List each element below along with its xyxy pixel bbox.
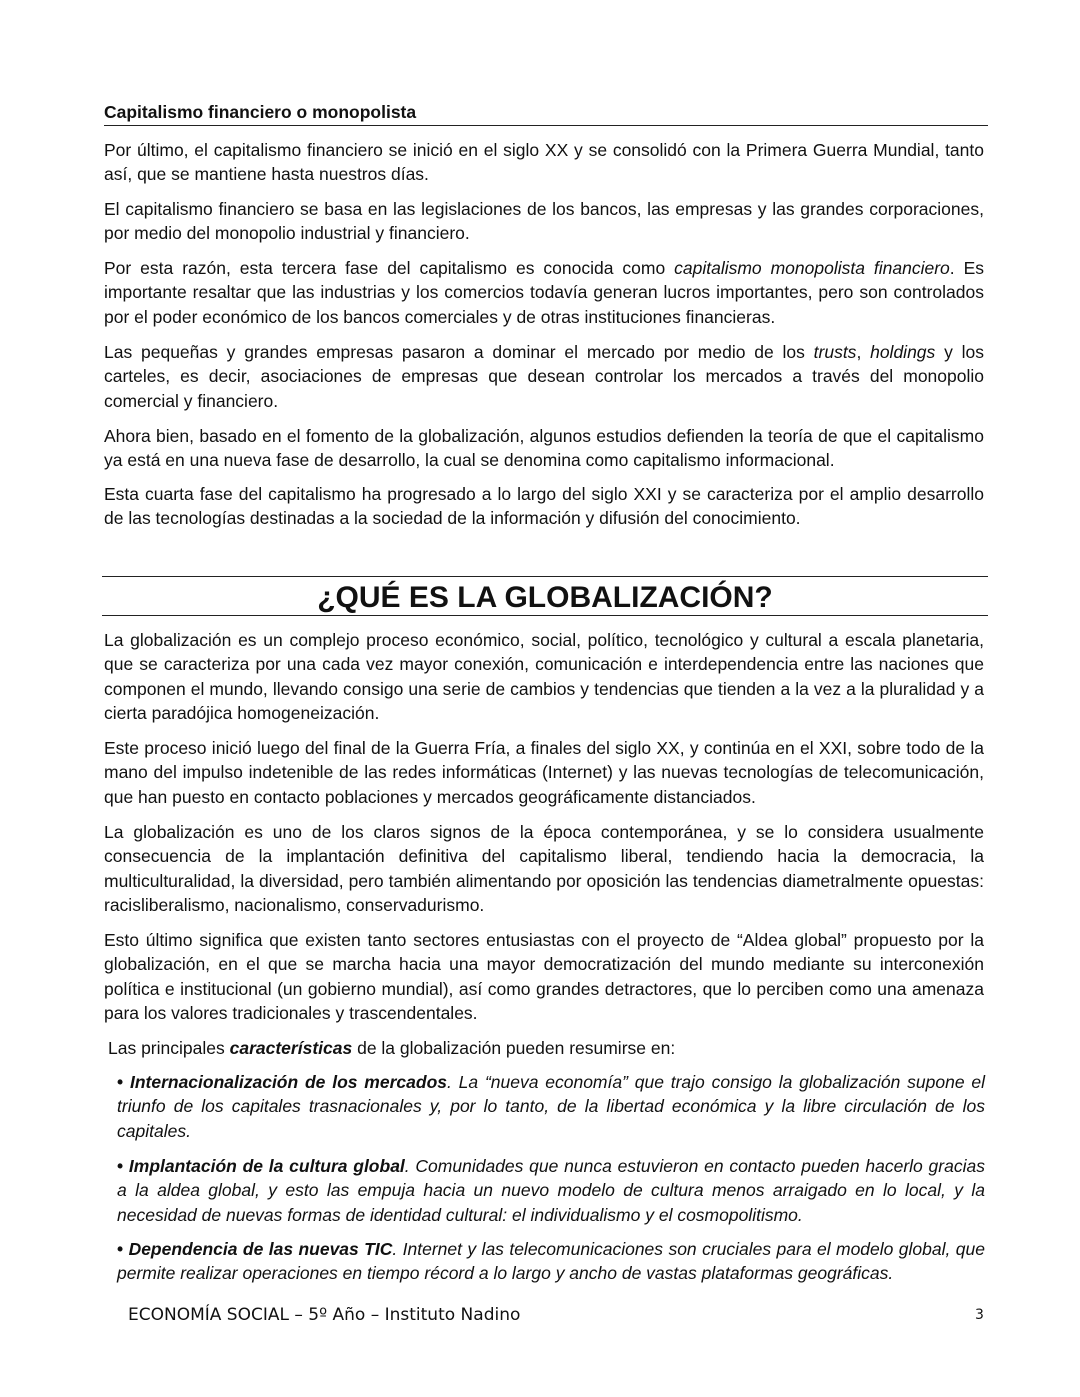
paragraph: El capitalismo financiero se basa en las legislaciones de los bancos, las empresas y las grandes corporaciones, por medio del monopolio industrial y financiero. [104,199,984,244]
list-item: • Internacionalización de los mercados. La “nueva economía” que trajo consigo la globalización supone el triunfo de los capitales trasnacionales y, por lo tanto, de la libertad económica y la libre circulación de los capitales. [117,1072,985,1141]
paragraph: Esto último significa que existen tanto sectores entusiastas con el proyecto de “Aldea global” propuesto por la globalización, en el que se marcha hacia una mayor democratización del mundo mediante su interconexión política e institucional (un gobierno mundial), así como grandes detractores, que lo perciben como una amenaza para los valores tradicionales y trascendentales. [104,930,984,1023]
paragraph: Las pequeñas y grandes empresas pasaron a dominar el mercado por medio de los trusts, holdings y los carteles, es decir, asociaciones de empresas que desean controlar los mercados a través del monopolio comercial y financiero. [104,342,984,411]
list-item: • Implantación de la cultura global. Comunidades que nunca estuvieron en contacto pueden hacerlo gracias a la aldea global, y esto las empuja hacia un nuevo modelo de cultura menos arraigado en lo local, y la necesidad de nuevas formas de identidad cultural: el individualismo y el cosmopolitismo. [117,1156,985,1225]
paragraph: Ahora bien, basado en el fomento de la globalización, algunos estudios defienden la teoría de que el capitalismo ya está en una nueva fase de desarrollo, la cual se denomina como capitalismo informacional. [104,426,984,471]
paragraph: Por último, el capitalismo financiero se inició en el siglo XX y se consolidó con la Primera Guerra Mundial, tanto así, que se mantiene hasta nuestros días. [104,140,984,185]
footer-text: ECONOMÍA SOCIAL – 5º Año – Instituto Nadino [128,1305,521,1325]
page-number: 3 [975,1307,984,1323]
paragraph: Esta cuarta fase del capitalismo ha progresado a lo largo del siglo XXI y se caracteriza por el amplio desarrollo de las tecnologías destinadas a la sociedad de la información y difusión del conocimiento. [104,484,984,529]
section-title: Capitalismo financiero o monopolista [104,101,988,126]
paragraph: Este proceso inició luego del final de la Guerra Fría, a finales del siglo XX, y continúa en el XXI, sobre todo de la mano del impulso indetenible de las redes informáticas (Internet) y las nuevas tecnologías de telecomunicación, que han puesto en contacto poblaciones y mercados geográficamente distanciados. [104,738,984,807]
section-heading: ¿QUÉ ES LA GLOBALIZACIÓN? [102,576,988,616]
paragraph: Por esta razón, esta tercera fase del capitalismo es conocida como capitalismo monopolista financiero. Es importante resaltar que las industrias y los comercios todavía generan lucros importantes, pero son controlados por el poder económico de los bancos comerciales y de otras instituciones financieras. [104,258,985,327]
list-item: • Dependencia de las nuevas TIC. Internet y las telecomunicaciones son cruciales para el modelo global, que permite realizar operaciones en tiempo récord a lo largo y ancho de vastas plataformas geográficas. [117,1239,985,1284]
paragraph: Las principales características de la globalización pueden resumirse en: [108,1038,676,1058]
paragraph: La globalización es un complejo proceso económico, social, político, tecnológico y cultural a escala planetaria, que se caracteriza por una cada vez mayor conexión, comunicación e interdependencia entre las naciones que componen el mundo, llevando consigo una serie de cambios y tendencias que tienden a la vez a la pluralidad y a cierta paradójica homogeneización. [104,630,984,723]
paragraph: La globalización es uno de los claros signos de la época contemporánea, y se lo considera usualmente consecuencia de la implantación definitiva del capitalismo liberal, tendiendo hacia la democracia, la multiculturalidad, la diversidad, pero también alimentando por oposición las tendencias diametralmente opuestas: racisliberalismo, nacionalismo, conservadurismo. [104,822,984,915]
